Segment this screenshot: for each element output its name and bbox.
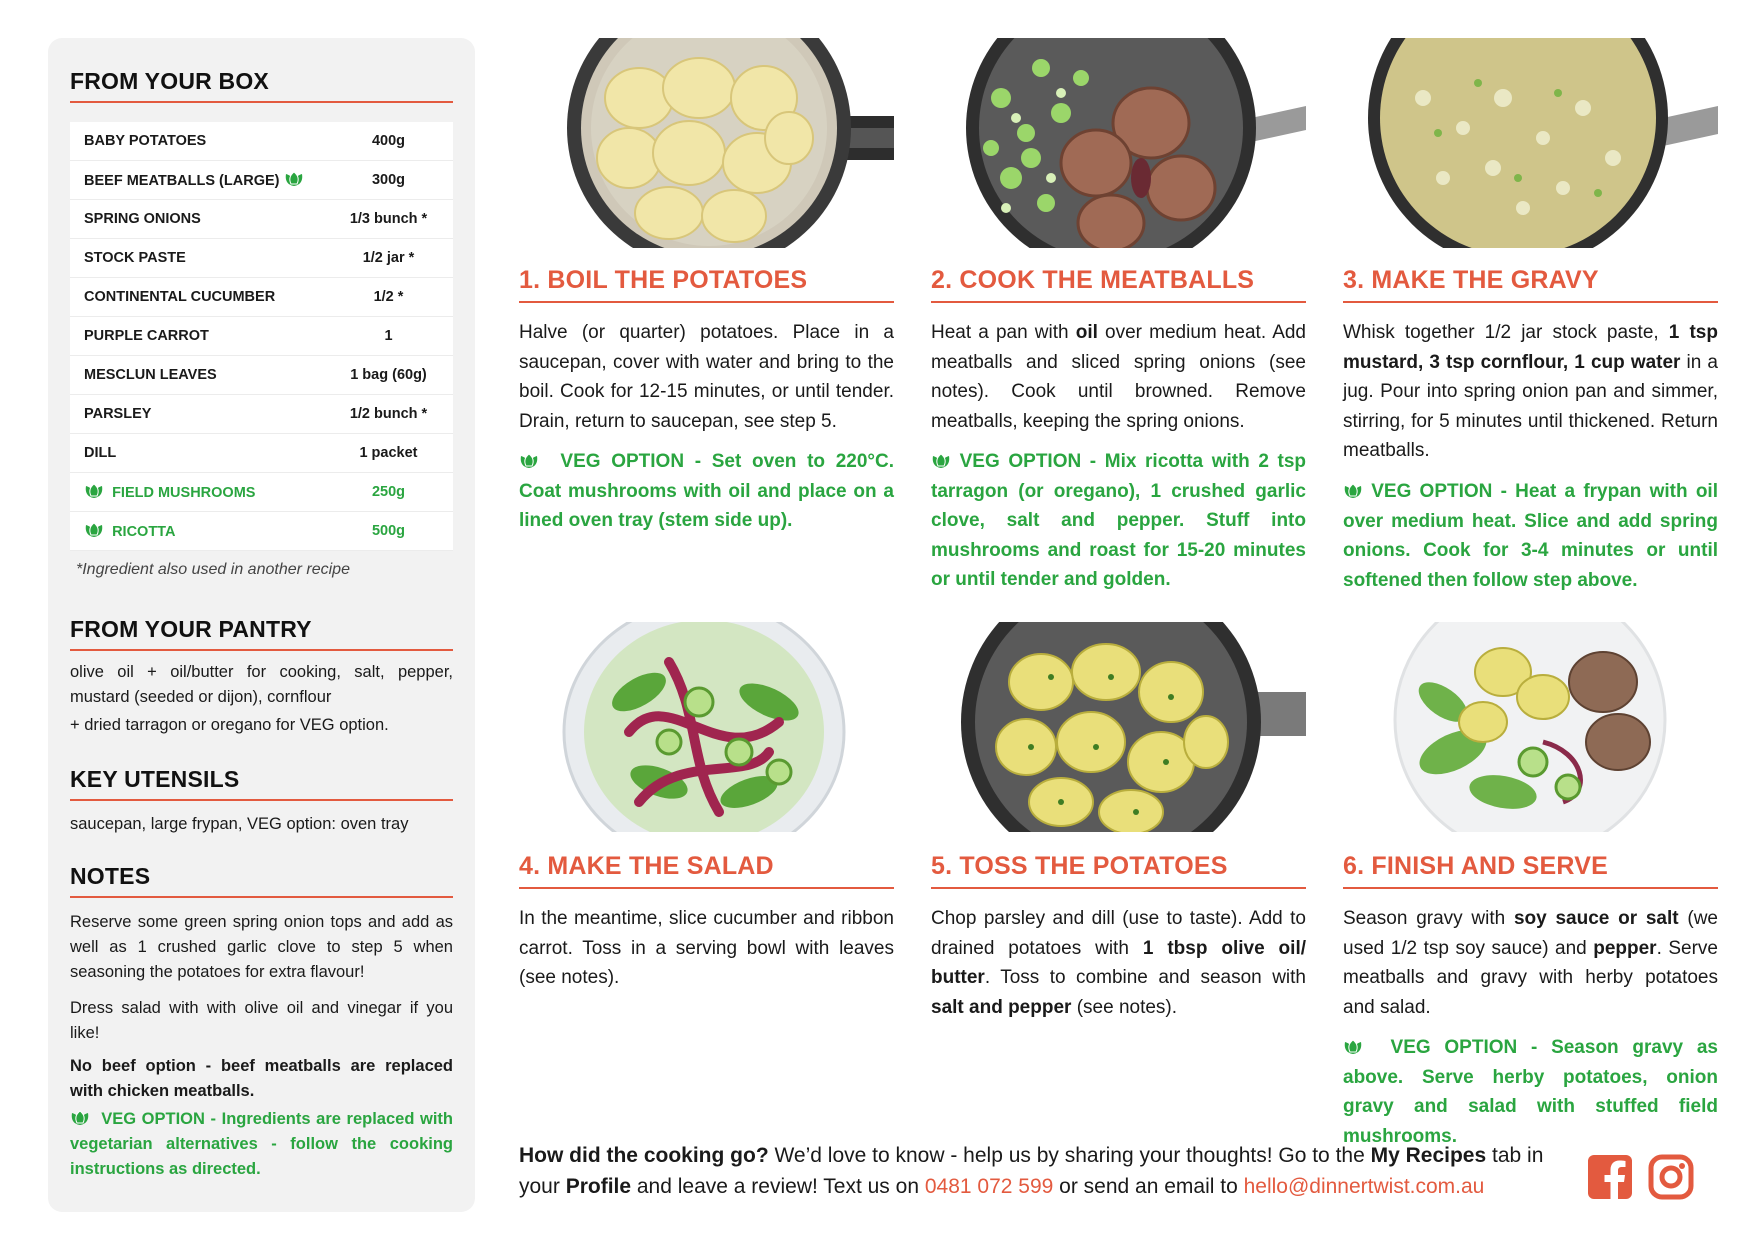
ingredient-row xyxy=(70,434,453,473)
my-recipes-link[interactable]: My Recipes xyxy=(1370,1144,1487,1167)
ingredient-qty: 1 packet xyxy=(324,434,453,473)
note-1: Reserve some green spring onion tops and add as well as 1 crushed garlic clove to step 5 when seasoning the potatoes for extra flavour! xyxy=(70,913,453,981)
leaf-icon xyxy=(1343,483,1363,499)
feedback-text: How did the cooking go? We’d love to know - help us by sharing your thoughts! Go to the My Recipes tab in your Profile and leave a review! Text us on 0481 072 599 or send an email to hello@dinnertwist.com.au xyxy=(519,1144,1544,1198)
pantry-veg-text: + dried tarragon or oregano for VEG option. xyxy=(70,716,389,734)
step-2-photo-meatballs-in-pan xyxy=(931,38,1306,248)
ingredient-qty: 1 xyxy=(324,317,453,356)
leaf-icon xyxy=(284,171,304,187)
step-2-body: Heat a pan with oil over medium heat. Add meatballs and sliced spring onions (see notes). Cook until browned. Remove meatballs, keeping the spring onions. xyxy=(931,322,1306,432)
ingredient-name: SPRING ONIONS xyxy=(70,200,324,239)
note-4-veg: VEG OPTION - Ingredients are replaced with vegetarian alternatives - follow the cooking instructions as directed. xyxy=(70,1110,453,1178)
step-5-body: Chop parsley and dill (use to taste). Add to drained potatoes with 1 tbsp olive oil/ butter. Toss to combine and season with salt and pepper (see notes). xyxy=(931,908,1306,1018)
ingredient-row xyxy=(70,278,453,317)
ingredient-name: CONTINENTAL CUCUMBER xyxy=(70,278,324,317)
ingredient-row xyxy=(70,356,453,395)
ingredient-name: PURPLE CARROT xyxy=(70,317,324,356)
ingredient-name: MESCLUN LEAVES xyxy=(70,356,324,395)
step-1-veg: VEG OPTION - Set oven to 220°C. Coat mushrooms with oil and place on a lined oven tray (stem side up). xyxy=(519,451,894,531)
ingredient-qty: 1/2 * xyxy=(324,278,453,317)
step-4-title: 4. MAKE THE SALAD xyxy=(519,852,894,889)
step-2-veg: VEG OPTION - Mix ricotta with 2 tsp tarragon (or oregano), 1 crushed garlic clove, salt and pepper. Stuff into mushrooms and roast for 15-20 minutes or until tender and golden. xyxy=(931,451,1306,590)
step-1-title: 1. BOIL THE POTATOES xyxy=(519,266,894,303)
step-6-veg: VEG OPTION - Season gravy as above. Serve herby potatoes, onion gravy and salad with stuffed field mushrooms. xyxy=(1343,1037,1718,1147)
leaf-icon xyxy=(84,483,104,499)
ingredient-qty: 1/3 bunch * xyxy=(324,200,453,239)
step-1-photo-potatoes-in-pot xyxy=(519,38,894,248)
feedback-question: How did the cooking go? xyxy=(519,1144,769,1167)
instagram-icon[interactable] xyxy=(1648,1154,1694,1200)
step-1-body: Halve (or quarter) potatoes. Place in a saucepan, cover with water and bring to the boil. Cook for 12-15 minutes, or until tender. Drain, return to saucepan, see step 5. xyxy=(519,322,894,432)
step-3-photo-gravy-in-pan xyxy=(1343,38,1718,248)
phone-link[interactable]: 0481 072 599 xyxy=(924,1175,1054,1198)
ingredient-row xyxy=(70,317,453,356)
ingredient-name: FIELD MUSHROOMS xyxy=(70,473,324,512)
ingredient-row xyxy=(70,239,453,278)
step-4-body: In the meantime, slice cucumber and ribbon carrot. Toss in a serving bowl with leaves (see notes). xyxy=(519,908,894,988)
step-2-title: 2. COOK THE MEATBALLS xyxy=(931,266,1306,303)
ingredient-qty: 400g xyxy=(324,122,453,161)
ingredient-row xyxy=(70,395,453,434)
ingredient-qty: 250g xyxy=(324,473,453,512)
from-your-pantry-heading: FROM YOUR PANTRY xyxy=(70,616,453,651)
step-6-body: Season gravy with soy sauce or salt (we used 1/2 tsp soy sauce) and pepper. Serve meatballs and gravy with herby potatoes and salad. xyxy=(1343,908,1718,1018)
ingredient-qty: 1/2 bunch * xyxy=(324,395,453,434)
step-4-photo-salad-in-bowl xyxy=(519,622,894,832)
from-your-box-heading: FROM YOUR BOX xyxy=(70,68,453,103)
step-3-body: Whisk together 1/2 jar stock paste, 1 tsp mustard, 3 tsp cornflour, 1 cup water in a jug. Pour into spring onion pan and simmer, stirring, for 5 minutes until thickened. Return meatballs. xyxy=(1343,322,1718,461)
ingredient-qty: 1/2 jar * xyxy=(324,239,453,278)
ingredient-row xyxy=(70,473,453,512)
ingredient-name: PARSLEY xyxy=(70,395,324,434)
ingredient-name: DILL xyxy=(70,434,324,473)
ingredient-row xyxy=(70,161,453,200)
ingredient-qty: 300g xyxy=(324,161,453,200)
email-link[interactable]: hello@dinnertwist.com.au xyxy=(1243,1175,1485,1198)
step-3-veg: VEG OPTION - Heat a frypan with oil over medium heat. Slice and add spring onions. Cook for 3-4 minutes or until softened then follow step above. xyxy=(1343,481,1718,591)
step-6-title: 6. FINISH AND SERVE xyxy=(1343,852,1718,889)
facebook-icon[interactable] xyxy=(1587,1154,1633,1200)
profile-link[interactable]: Profile xyxy=(565,1175,632,1198)
utensils-text: saucepan, large frypan, VEG option: oven tray xyxy=(70,815,409,833)
ingredient-footnote: *Ingredient also used in another recipe xyxy=(76,561,350,578)
ingredient-name: STOCK PASTE xyxy=(70,239,324,278)
ingredient-qty: 1 bag (60g) xyxy=(324,356,453,395)
note-2: Dress salad with with olive oil and vinegar if you like! xyxy=(70,999,453,1042)
ingredient-qty: 500g xyxy=(324,512,453,551)
note-3: No beef option - beef meatballs are replaced with chicken meatballs. xyxy=(70,1057,453,1100)
leaf-icon xyxy=(1343,1039,1363,1055)
step-5-photo-herby-potatoes xyxy=(931,622,1306,832)
ingredients-sidebar xyxy=(48,38,475,1212)
pantry-text: olive oil + oil/butter for cooking, salt, pepper, mustard (seeded or dijon), cornflour xyxy=(70,663,453,706)
ingredient-row xyxy=(70,122,453,161)
key-utensils-heading: KEY UTENSILS xyxy=(70,766,453,801)
notes-heading: NOTES xyxy=(70,863,453,898)
ingredients-table xyxy=(70,122,453,551)
ingredient-name: BABY POTATOES xyxy=(70,122,324,161)
ingredient-name: BEEF MEATBALLS (LARGE) xyxy=(70,161,324,200)
step-6-photo-plated-dish xyxy=(1343,622,1718,832)
leaf-icon xyxy=(519,453,539,469)
ingredient-row xyxy=(70,512,453,551)
leaf-icon xyxy=(84,522,104,538)
step-3-title: 3. MAKE THE GRAVY xyxy=(1343,266,1718,303)
ingredient-name: RICOTTA xyxy=(70,512,324,551)
step-5-title: 5. TOSS THE POTATOES xyxy=(931,852,1306,889)
ingredient-row xyxy=(70,200,453,239)
leaf-icon xyxy=(931,453,951,469)
leaf-icon xyxy=(70,1110,90,1126)
